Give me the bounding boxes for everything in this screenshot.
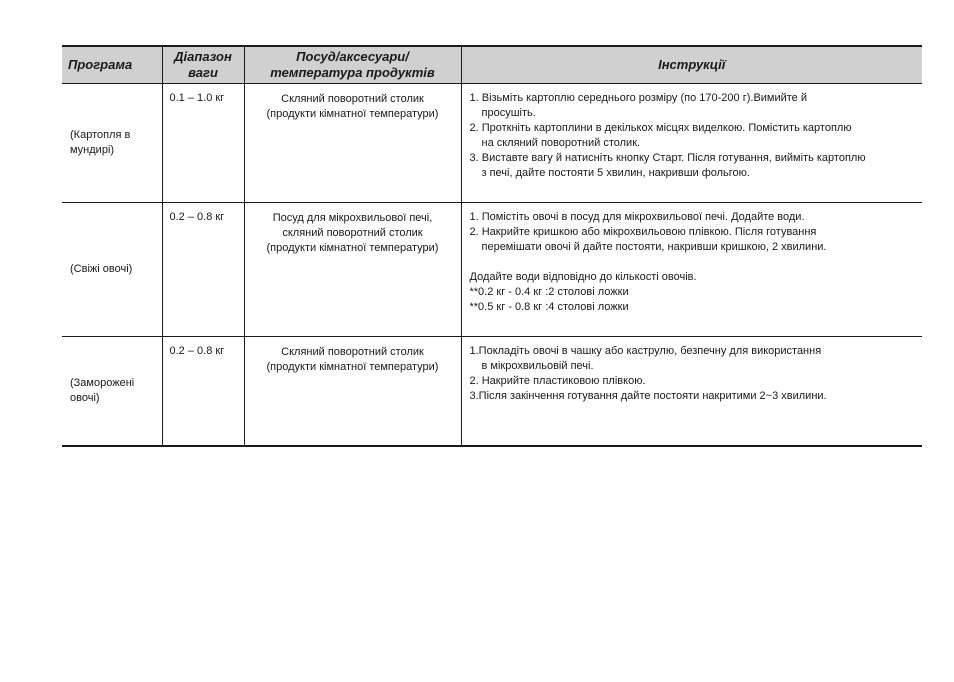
instruction-line: з печі, дайте постояти 5 хвилин, накривши фольгою. xyxy=(481,167,750,179)
program-name: (Заморожені овочі) xyxy=(70,377,135,404)
program-cell xyxy=(62,84,162,203)
table-row-baked-potatoes xyxy=(62,84,922,203)
weight-range-cell: 0.2 – 0.8 кг xyxy=(162,203,244,337)
instruction-line: перемішати овочі й дайте постояти, накривши кришкою, 2 хвилини. xyxy=(481,241,827,253)
instruction-line: Додайте води відповідно до кількості овочів. xyxy=(469,271,697,283)
instruction-line: 1. Помістіть овочі в посуд для мікрохвильової печі. Додайте води. xyxy=(469,211,805,223)
dishware-cell: Скляний поворотний столик (продукти кімнатної температури) xyxy=(244,337,461,447)
instructions-cell xyxy=(461,84,922,203)
instructions-cell xyxy=(461,203,922,337)
header-program: Програма xyxy=(62,47,162,84)
instruction-line: **0.5 кг - 0.8 кг :4 столові ложки xyxy=(469,301,629,313)
weight-range-cell: 0.2 – 0.8 кг xyxy=(162,337,244,447)
instruction-line: в мікрохвильовій печі. xyxy=(481,360,594,372)
instruction-line: 2. Накрийте кришкою або мікрохвильовою плівкою. Після готування xyxy=(469,226,817,238)
dishware-cell: Посуд для мікрохвильової печі, скляний поворотний столик (продукти кімнатної температури) xyxy=(244,203,461,337)
instruction-line: 3. Виставте вагу й натисніть кнопку Старт. Після готування, вийміть картоплю xyxy=(469,152,866,164)
program-cell xyxy=(62,203,162,337)
table-header-row xyxy=(62,47,922,84)
table-row-fresh-vegetables xyxy=(62,203,922,337)
cooking-program-table xyxy=(62,47,922,447)
instruction-line: на скляний поворотний столик. xyxy=(481,137,641,149)
program-name: (Свіжі овочі) xyxy=(70,263,133,275)
weight-range-cell: 0.1 – 1.0 кг xyxy=(162,84,244,203)
header-instructions: Інструкції xyxy=(461,47,922,84)
instruction-line: 1.Покладіть овочі в чашку або каструлю, безпечну для використання xyxy=(469,345,822,357)
table-row-frozen-vegetables xyxy=(62,337,922,447)
instruction-line: 1. Візьміть картоплю середнього розміру (по 170-200 г).Вимийте й xyxy=(469,92,808,104)
instructions-cell xyxy=(461,337,922,447)
instruction-line: 2. Накрийте пластиковою плівкою. xyxy=(469,375,646,387)
instruction-line: **0.2 кг - 0.4 кг :2 столові ложки xyxy=(469,286,629,298)
instruction-line: 3.Після закінчення готування дайте постояти накритими 2~3 хвилини. xyxy=(469,390,827,402)
header-dishware: Посуд/аксесуари/ температура продуктів xyxy=(244,47,461,84)
program-cell xyxy=(62,337,162,447)
instruction-line: 2. Проткніть картоплини в декількох місцях виделкою. Помістить картоплю xyxy=(469,122,852,134)
dishware-cell: Скляний поворотний столик (продукти кімнатної температури) xyxy=(244,84,461,203)
header-weight-range: Діапазон ваги xyxy=(162,47,244,84)
program-name: (Картопля в мундирі) xyxy=(70,129,131,156)
instruction-line: просушіть. xyxy=(481,107,536,119)
